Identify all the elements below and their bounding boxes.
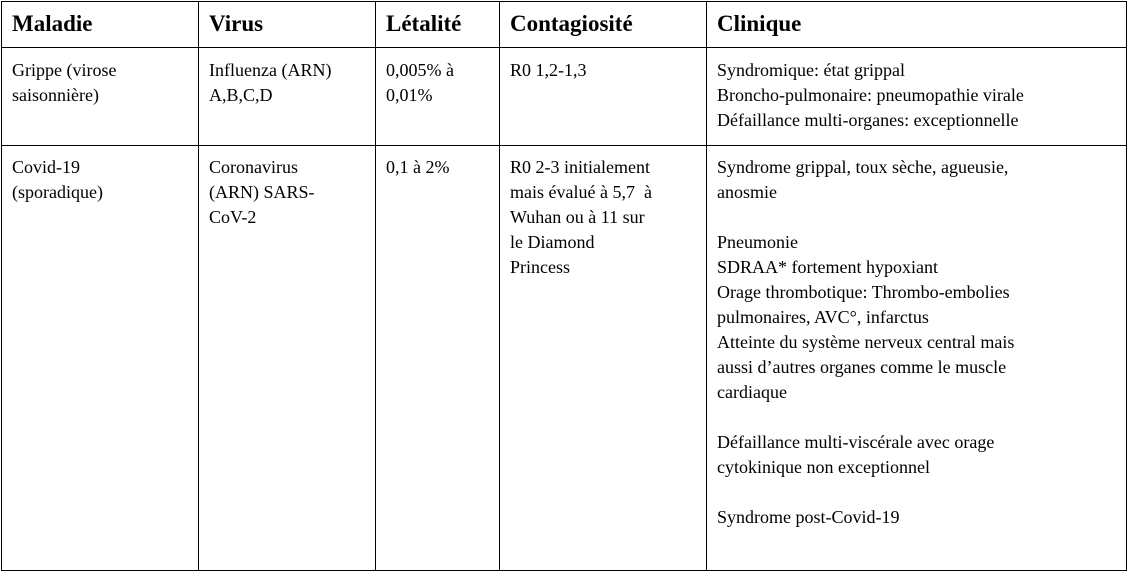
cell-maladie	[2, 48, 199, 146]
cell-text-line: Covid-19	[12, 157, 81, 177]
cell-text-line: Wuhan ou à 11 sur	[510, 207, 645, 227]
header-virus: Virus	[199, 2, 376, 48]
cell-text-line: pulmonaires, AVC°, infarctus	[717, 307, 929, 327]
cell-text-line: Influenza (ARN)	[209, 60, 332, 80]
cell-text-line: Pneumonie	[717, 232, 798, 252]
cell-clinique	[707, 146, 1127, 571]
cell-text-line: Défaillance multi-viscérale avec orage	[717, 432, 995, 452]
cell-text-line: cytokinique non exceptionnel	[717, 457, 930, 477]
cell-text-line: saisonnière)	[12, 85, 99, 105]
cell-text-line: Coronavirus	[209, 157, 298, 177]
table-header-row	[2, 2, 1127, 48]
cell-text-line: (ARN) SARS-	[209, 182, 315, 202]
header-maladie: Maladie	[2, 2, 199, 48]
cell-contagiosite	[500, 48, 707, 146]
cell-text-line: anosmie	[717, 182, 777, 202]
cell-text-line: R0 2-3 initialement	[510, 157, 650, 177]
table-row	[2, 146, 1127, 571]
cell-text-line: Syndrome grippal, toux sèche, agueusie,	[717, 157, 1009, 177]
cell-virus	[199, 146, 376, 571]
cell-text-line: SDRAA* fortement hypoxiant	[717, 257, 938, 277]
cell-text-line: Syndromique: état grippal	[717, 60, 905, 80]
cell-text-line: CoV-2	[209, 207, 257, 227]
cell-text-line: mais évalué à 5,7 à	[510, 182, 652, 202]
cell-contagiosite	[500, 146, 707, 571]
header-contagiosite: Contagiosité	[500, 2, 707, 48]
cell-text-line: Syndrome post-Covid-19	[717, 507, 900, 527]
table-row	[2, 48, 1127, 146]
cell-text-line: aussi d’autres organes comme le muscle	[717, 357, 1007, 377]
cell-text-line: 0,01%	[386, 85, 433, 105]
cell-text-line: (sporadique)	[12, 182, 103, 202]
cell-text-line: 0,005% à	[386, 60, 454, 80]
header-clinique: Clinique	[707, 2, 1127, 48]
cell-virus	[199, 48, 376, 146]
cell-letalite	[376, 48, 500, 146]
cell-text-line: Atteinte du système nerveux central mais	[717, 332, 1015, 352]
cell-text-line: Orage thrombotique: Thrombo-embolies	[717, 282, 1010, 302]
cell-text-line: Broncho-pulmonaire: pneumopathie virale	[717, 85, 1024, 105]
cell-text-line: Princess	[510, 257, 570, 277]
blank-line	[717, 480, 1116, 505]
cell-text-line: 0,1 à 2%	[386, 157, 450, 177]
cell-text-line: A,B,C,D	[209, 85, 273, 105]
cell-letalite	[376, 146, 500, 571]
header-letalite: Létalité	[376, 2, 500, 48]
cell-clinique	[707, 48, 1127, 146]
cell-text-line: le Diamond	[510, 232, 595, 252]
cell-text-line: cardiaque	[717, 382, 787, 402]
disease-comparison-table	[1, 1, 1127, 571]
cell-text-line: Grippe (virose	[12, 60, 117, 80]
cell-text-line: Défaillance multi-organes: exceptionnelle	[717, 110, 1019, 130]
cell-maladie	[2, 146, 199, 571]
cell-text-line: R0 1,2-1,3	[510, 60, 587, 80]
blank-line	[717, 405, 1116, 430]
blank-line	[717, 205, 1116, 230]
